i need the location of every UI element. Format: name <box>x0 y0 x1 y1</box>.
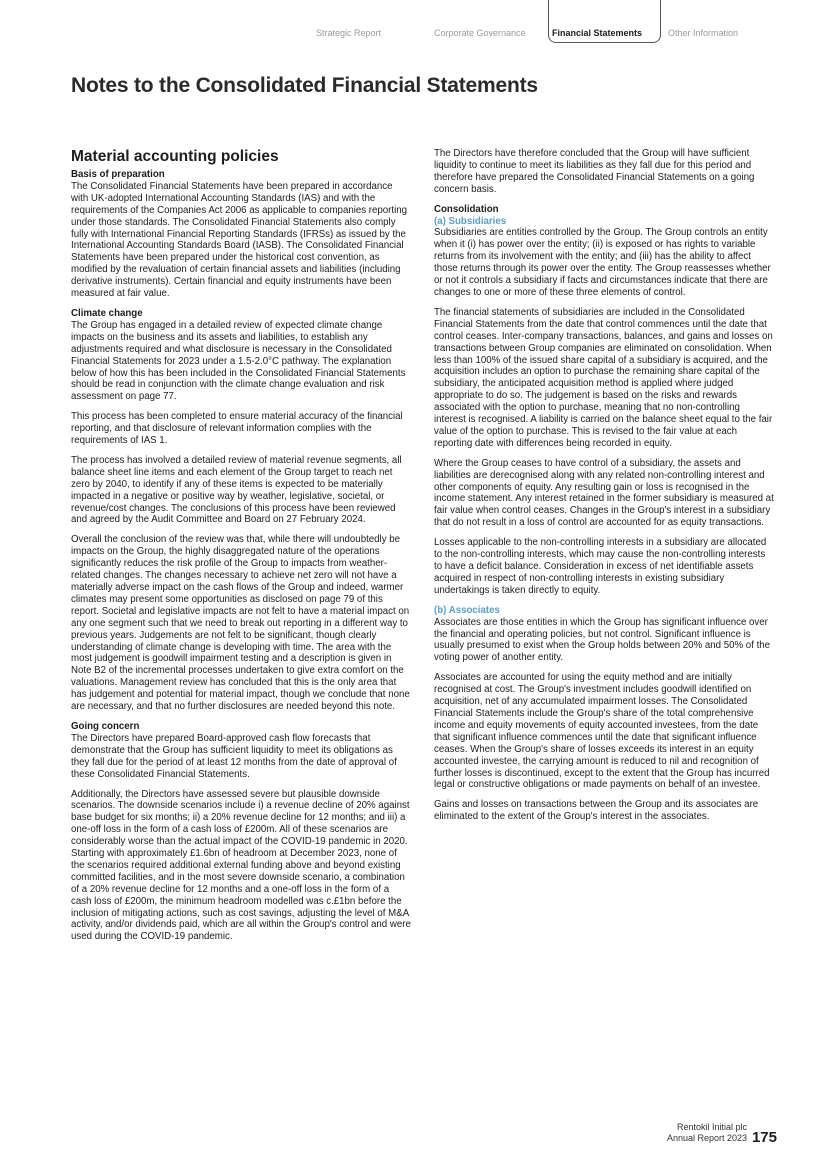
footer-report: Annual Report 2023 <box>666 1133 747 1143</box>
climate-paragraph-4: Overall the conclusion of the review was that, while there will undoubtedly be impacts on the Group, the highly disaggregated nature of the operations significantly reduces the risk profile of the Group to impacts from weather-related changes. The changes necessary to achieve net zero will not have a materially adverse impact on the cash flows of the Group and indeed, warmer climates may present some opportunities as disclosed on page 79 of this report. Societal and legislative impacts are not felt to have a material impact on any one segment such that we need to break out reporting in a different way to previous years. Judgements are not felt to be significant, though clearly understanding of climate change is developing with time. The area with the most judgement is goodwill impairment testing and a description is given in Note B2 of the incremental processes undertaken to give extra comfort on the valuations. Management review has concluded that this is the only area that has judgement and potential for material impact, though we conclude that none are necessary, and that no further disclosures are needed beyond this note. <box>71 534 410 713</box>
going-concern-heading: Going concern <box>71 720 140 732</box>
section-title: Material accounting policies <box>71 148 279 165</box>
consolidation-heading: Consolidation <box>434 203 499 215</box>
footer-text <box>667 1122 747 1144</box>
associates-heading: (b) Associates <box>434 604 500 616</box>
subsidiaries-paragraph-4: Losses applicable to the non-controlling interests in a subsidiary are allocated to the non-controlling interests, which may cause the non-controlling interests to have a deficit balance. Consideration in excess of net identifiable assets acquired in respect of non-controlling interests in existing subsidiary undertakings is taken directly to equity. <box>434 537 767 596</box>
page-number: 175 <box>751 1129 777 1146</box>
page-title: Notes to the Consolidated Financial Statements <box>71 74 538 97</box>
subsidiaries-paragraph-1: Subsidiaries are entities controlled by the Group. The Group controls an entity when it (i) has power over the entity; (ii) is exposed or has rights to variable returns from its involvement with the entity; and (iii) has the ability to affect those returns through its power over the entity. The Group reassesses whether or not it controls a subsidiary if facts and circumstances indicate that there are changes to one or more of these three elements of control. <box>434 227 771 298</box>
associates-paragraph-2: Associates are accounted for using the equity method and are initially recognised at cost. The Group's investment includes goodwill identified on acquisition, net of any accumulated impairment losses. The Consolidated Financial Statements include the Group's share of the total comprehensive income and equity movements of equity accounted investees, from the date that significant influence commences until the date that significant influence ceases. When the Group's share of losses exceeds its interest in an equity accounted investee, the carrying amount is reduced to nil and recognition of further losses is discontinued, except to the extent that the Group has incurred legal or constructive obligations or made payments on behalf of an investee. <box>434 672 770 791</box>
associates-paragraph-1: Associates are those entities in which the Group has significant influence over the financial and operating policies, but not control. Significant influence is usually presumed to exist when the Group holds between 20% and 50% of the voting power of another entity. <box>434 616 771 664</box>
tab-strategic-report[interactable]: Strategic Report <box>316 28 382 38</box>
climate-paragraph-1: The Group has engaged in a detailed review of expected climate change impacts on the business and its assets and liabilities, to establish any adjustments required and what disclosure is necessary in the Consolidated Financial Statements for 2023 under a 1.5-2.0°C pathway. The explanation below of how this has been included in the Consolidated Financial Statements should be read in conjunction with the climate change evaluation and risk assessment on page 77. <box>71 319 406 403</box>
climate-paragraph-2: This process has been completed to ensure material accuracy of the financial reporting, and that disclosure of relevant information complies with the requirements of IAS 1. <box>71 411 403 447</box>
left-column <box>71 148 411 951</box>
section-navigation <box>0 0 825 48</box>
going-concern-paragraph-1: The Directors have prepared Board-approved cash flow forecasts that demonstrate that the Group has sufficient liquidity to meet its obligations as they fall due for the period of at least 12 months from the date of approval of these Consolidated Financial Statements. <box>71 732 397 780</box>
climate-heading: Climate change <box>71 307 143 319</box>
associates-paragraph-3: Gains and losses on transactions between the Group and its associates are eliminated to the extent of the Group's interest in the associates. <box>434 799 759 823</box>
tab-financial-statements[interactable]: Financial Statements <box>552 28 643 38</box>
basis-paragraph: The Consolidated Financial Statements have been prepared in accordance with UK-adopted International Accounting Standards (IAS) and with the requirements of the Companies Act 2006 as applicable to companies reporting under those standards. The Consolidated Financial Statements also comply fully with International Financial Reporting Standards (IFRSs) as issued by the International Accounting Standards Board (IASB). The Consolidated Financial Statements have been prepared under the historical cost convention, as modified by the revaluation of certain financial assets and liabilities (including derivative instruments). Certain financial and equity instruments have been measured at fair value. <box>71 180 408 300</box>
right-column <box>434 148 774 831</box>
climate-paragraph-3: The process has involved a detailed review of material revenue segments, all balance sheet line items and each element of the Group target to reach net zero by 2040, to identify if any of these items is expected to be materially impacted in a negative or positive way by weather, legislative, societal, or revenue/cost changes. The conclusions of this process have been reviewed and agreed by the Audit Committee and Board on 27 February 2024. <box>71 454 402 526</box>
tab-corporate-governance[interactable]: Corporate Governance <box>434 28 526 38</box>
tab-other-information[interactable]: Other Information <box>668 28 739 38</box>
subsidiaries-paragraph-2: The financial statements of subsidiaries are included in the Consolidated Financial Statements from the date that control commences until the date that control ceases. Inter-company transactions, balances, and gains and losses on transactions between Group companies are eliminated on consolidation. When less than 100% of the issued share capital of a subsidiary is acquired, and the acquisition includes an option to purchase the remaining share capital of the subsidiary, the anticipated acquisition method is applied where judged appropriate to do so. The judgement is based on the risks and rewards associated with the option to purchase, meaning that no non-controlling interest is recognised. A liability is carried on the balance sheet equal to the fair value of the option to purchase. This is revised to the fair value at each reporting date with differences being recorded in equity. <box>434 306 773 449</box>
subsidiaries-paragraph-3: Where the Group ceases to have control of a subsidiary, the assets and liabilities are derecognised along with any related non-controlling interest and other components of equity. Any resulting gain or loss is recognised in the income statement. Any interest retained in the former subsidiary is measured at fair value when control ceases. Changes in the Group's interest in a subsidiary that do not result in a loss of control are accounted for as equity transactions. <box>434 457 774 529</box>
footer-company: Rentokil Initial plc <box>676 1122 747 1132</box>
going-concern-paragraph-2: Additionally, the Directors have assessed severe but plausible downside scenarios. The downside scenarios include i) a revenue decline of 20% against base budget for six months; ii) a 20% revenue decline for 12 months; and iii) a one-off loss in the form of a cash loss of £200m. All of these scenarios are considerably worse than the actual impact of the COVID-19 pandemic in 2020. Starting with approximately £1.6bn of headroom at December 2023, none of the scenarios required additional external funding above and beyond existing committed facilities, and in the most severe downside scenario, a combination of a 20% revenue decline for 12 months and a one-off loss in the form of a cash loss of £200m, the minimum headroom modelled was c.£1bn before the inclusion of mitigating actions, such as cost savings, adjusting the level of M&A activity, and/or dividends paid, which are all within the Group's control and were used during the COVID-19 pandemic. <box>71 788 411 943</box>
subsidiaries-heading: (a) Subsidiaries <box>434 215 507 227</box>
going-concern-paragraph-3: The Directors have therefore concluded that the Group will have sufficient liquidity to continue to meet its liabilities as they fall due for this period and therefore have prepared the Consolidated Financial Statements on a going concern basis. <box>434 148 755 195</box>
basis-heading: Basis of preparation <box>71 169 165 180</box>
